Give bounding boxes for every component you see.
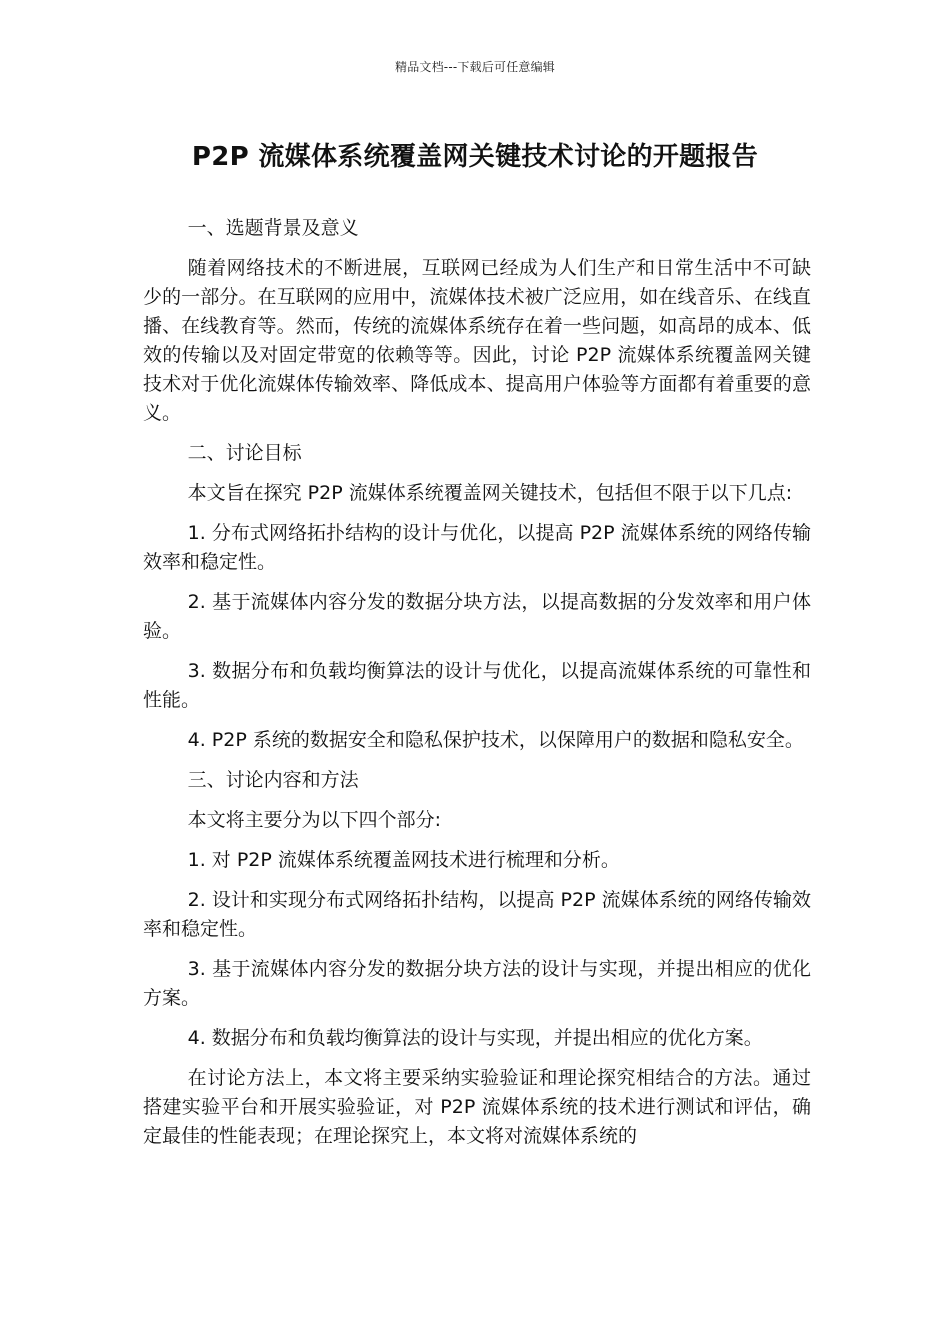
content-item-3: 3. 基于流媒体内容分发的数据分块方法的设计与实现，并提出相应的优化方案。 bbox=[143, 958, 811, 1009]
goal-item-3: 3. 数据分布和负载均衡算法的设计与优化，以提高流媒体系统的可靠性和性能。 bbox=[143, 660, 811, 711]
section-heading-background: 一、选题背景及意义 bbox=[187, 217, 359, 239]
paragraph-methods: 在讨论方法上，本文将主要采纳实验验证和理论探究相结合的方法。通过搭建实验平台和开展实验验证，对 P2P 流媒体系统的技术进行测试和评估，确定最佳的性能表现；在理论探究上，本文将对流媒体系统的 bbox=[143, 1067, 811, 1147]
paragraph-background: 随着网络技术的不断进展，互联网已经成为人们生产和日常生活中不可缺少的一部分。在互联网的应用中，流媒体技术被广泛应用，如在线音乐、在线直播、在线教育等。然而，传统的流媒体系统存在着一些问题，如高昂的成本、低效的传输以及对固定带宽的依赖等等。因此，讨论 P2P 流媒体系统覆盖网关键技术对于优化流媒体传输效率、降低成本、提高用户体验等方面都有着重要的意义。 bbox=[143, 257, 811, 424]
paragraph-goals-intro: 本文旨在探究 P2P 流媒体系统覆盖网关键技术，包括但不限于以下几点: bbox=[187, 482, 793, 504]
section-heading-content-methods: 三、讨论内容和方法 bbox=[187, 769, 359, 791]
goal-item-2: 2. 基于流媒体内容分发的数据分块方法，以提高数据的分发效率和用户体验。 bbox=[143, 591, 811, 642]
content-item-1: 1. 对 P2P 流媒体系统覆盖网技术进行梳理和分析。 bbox=[187, 849, 620, 871]
content-item-4: 4. 数据分布和负载均衡算法的设计与实现，并提出相应的优化方案。 bbox=[187, 1027, 763, 1049]
paragraph-content-intro: 本文将主要分为以下四个部分: bbox=[187, 809, 442, 831]
document-title: P2P 流媒体系统覆盖网关键技术讨论的开题报告 bbox=[191, 142, 759, 172]
header-note: 精品文档---下载后可任意编辑 bbox=[395, 60, 555, 74]
content-item-2: 2. 设计和实现分布式网络拓扑结构，以提高 P2P 流媒体系统的网络传输效率和稳定性。 bbox=[143, 889, 811, 940]
document-body bbox=[143, 214, 811, 1162]
goal-item-4: 4. P2P 系统的数据安全和隐私保护技术，以保障用户的数据和隐私安全。 bbox=[187, 729, 804, 751]
section-heading-goals: 二、讨论目标 bbox=[187, 442, 302, 464]
goal-item-1: 1. 分布式网络拓扑结构的设计与优化，以提高 P2P 流媒体系统的网络传输效率和稳定性。 bbox=[143, 522, 811, 573]
